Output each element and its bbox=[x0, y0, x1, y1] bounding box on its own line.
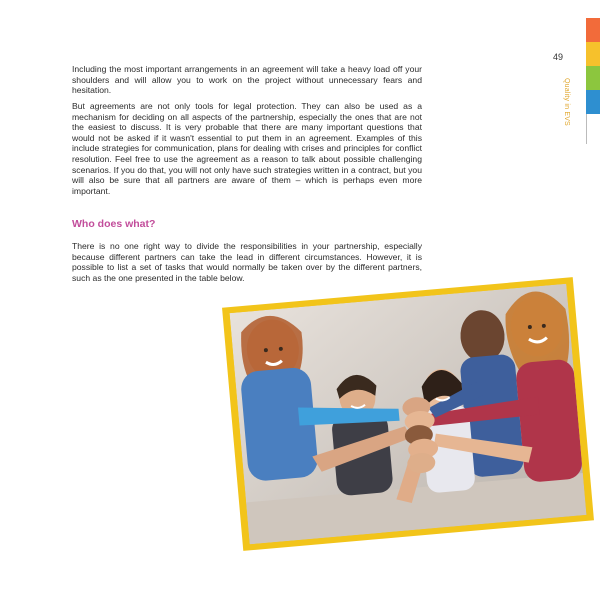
paragraph-text: There is no one right way to divide the responsibilities in your partnership, especially because different partners can take the lead in different circumstances. However, it is possible to list a set of tasks that would normally be taken over by the different partners, such as the one presented in the table below. bbox=[72, 241, 422, 283]
photo-figure bbox=[222, 278, 592, 568]
page-number: 49 bbox=[553, 52, 564, 62]
section-side-label: Quality in EVS bbox=[563, 78, 570, 126]
section-tab-green bbox=[586, 66, 600, 90]
paragraph-text: But agreements are not only tools for legal protection. They can also be used as a mechanism for deciding on all aspects of the partnership, especially the ones that are not the easiest to discuss. It is very probable that there are many important questions that would not be asked if it wasn't essential to put them in an agreement. Examples of this include strategies for communication, plans for dealing with crises and principles for conflict resolution. Feel free to use the agreement as a reason to talk about possible challenging scenarios. If you do that, you will not only have such strategies written in a contract, but you will also be sure that all partners are aware of them – which is perhaps even more important. bbox=[72, 101, 422, 196]
section-tab-orange bbox=[586, 18, 600, 42]
team-hands-photo bbox=[230, 284, 587, 545]
photo-illustration bbox=[230, 284, 587, 545]
section-heading: Who does what? bbox=[72, 218, 156, 230]
body-paragraph-1 bbox=[72, 64, 422, 101]
paragraph-text: Including the most important arrangements in an agreement will take a heavy load off your shoulders and will allow you to work on the project without unnecessary fears and hesitation. bbox=[72, 64, 422, 96]
section-tab-blue bbox=[586, 90, 600, 114]
section-tab-divider bbox=[586, 114, 587, 144]
section-color-tabs bbox=[586, 18, 600, 148]
section-tab-yellow bbox=[586, 42, 600, 66]
body-paragraph-2 bbox=[72, 101, 422, 201]
